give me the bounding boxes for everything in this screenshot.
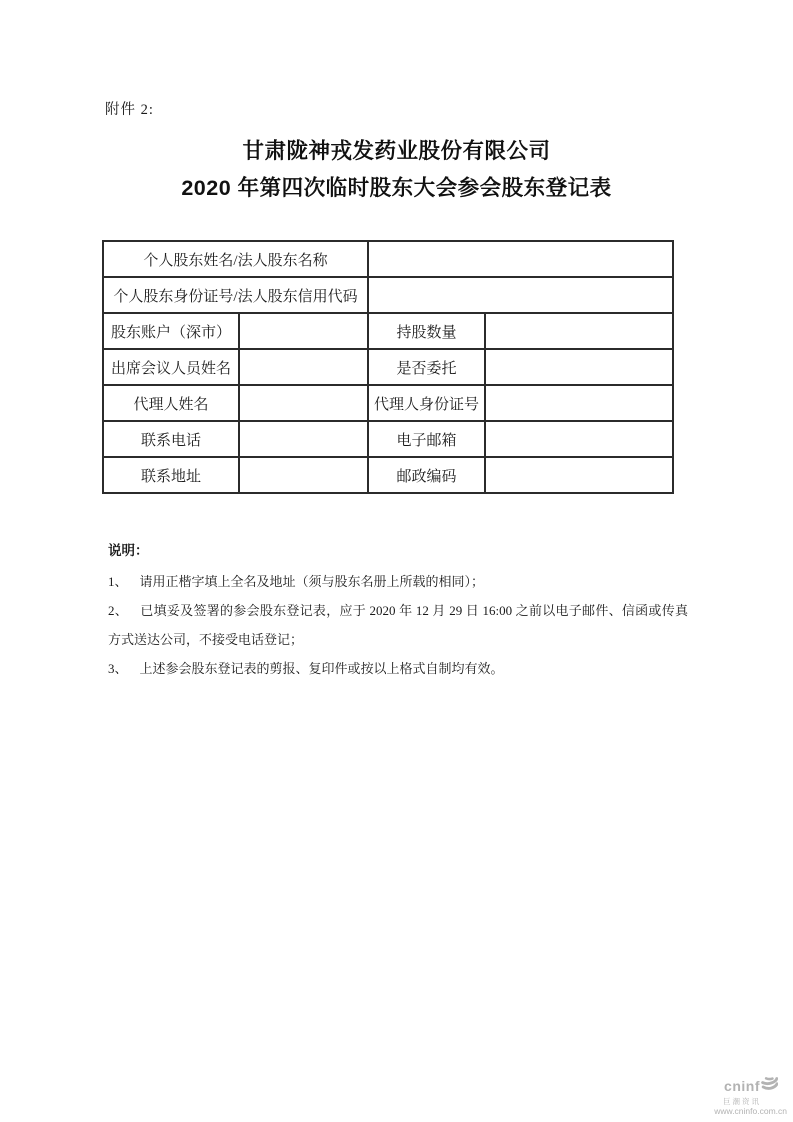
field-label-attendee-name: 出席会议人员姓名 xyxy=(103,349,239,385)
note-1-number: 1、 xyxy=(108,574,128,589)
note-3-number: 3、 xyxy=(108,661,128,676)
field-value-account xyxy=(239,313,368,349)
note-item-3 xyxy=(108,654,688,683)
field-value-shareholder-id xyxy=(368,277,673,313)
cninfo-url: www.cninfo.com.cn xyxy=(714,1105,787,1116)
field-label-proxy-id: 代理人身份证号 xyxy=(368,385,485,421)
field-label-shareholder-name: 个人股东姓名/法人股东名称 xyxy=(103,241,368,277)
field-label-shares-held: 持股数量 xyxy=(368,313,485,349)
field-value-postcode xyxy=(485,457,673,493)
note-3-text: 上述参会股东登记表的剪报、复印件或按以上格式自制均有效。 xyxy=(139,661,504,676)
note-item-1 xyxy=(108,567,688,596)
field-label-postcode: 邮政编码 xyxy=(368,457,485,493)
attachment-label: 附件 2: xyxy=(105,102,154,118)
field-value-attendee-name xyxy=(239,349,368,385)
note-1-text: 请用正楷字填上全名及地址（须与股东名册上所载的相同）； xyxy=(139,574,485,589)
field-value-proxy-id xyxy=(485,385,673,421)
field-value-email xyxy=(485,421,673,457)
field-label-is-proxy: 是否委托 xyxy=(368,349,485,385)
field-value-is-proxy xyxy=(485,349,673,385)
field-label-address: 联系地址 xyxy=(103,457,239,493)
registration-table xyxy=(102,240,674,494)
meeting-title: 2020 年第四次临时股东大会参会股东登记表 xyxy=(181,176,612,200)
cninfo-brand-row xyxy=(637,1076,787,1097)
field-label-phone: 联系电话 xyxy=(103,421,239,457)
table-row-account-shares xyxy=(103,313,673,349)
field-value-address xyxy=(239,457,368,493)
field-label-email: 电子邮箱 xyxy=(368,421,485,457)
table-row-phone-email xyxy=(103,421,673,457)
cninfo-swirl-icon xyxy=(761,1076,778,1097)
field-label-account: 股东账户（深市） xyxy=(103,313,239,349)
field-value-shares-held xyxy=(485,313,673,349)
field-value-phone xyxy=(239,421,368,457)
note-2-text: 已填妥及签署的参会股东登记表，应于 2020 年 12 月 29 日 16:00 之前以电子邮件、信函或传真方式送达公司，不接受电话登记； xyxy=(108,603,688,647)
field-value-shareholder-name xyxy=(368,241,673,277)
table-row-shareholder-id xyxy=(103,277,673,313)
table-row-attendee-proxy xyxy=(103,349,673,385)
note-item-2 xyxy=(108,596,688,654)
cninfo-watermark xyxy=(637,1076,787,1116)
note-2-number: 2、 xyxy=(108,603,129,618)
notes-section xyxy=(108,536,688,683)
cninfo-brand-text: cninf xyxy=(724,1077,760,1094)
company-title: 甘肃陇神戎发药业股份有限公司 xyxy=(242,139,551,163)
table-row-proxy-info xyxy=(103,385,673,421)
cninfo-brand-cn: 巨潮资讯 xyxy=(723,1096,761,1106)
field-label-proxy-name: 代理人姓名 xyxy=(103,385,239,421)
table-row-shareholder-name xyxy=(103,241,673,277)
table-row-address-postcode xyxy=(103,457,673,493)
field-label-shareholder-id: 个人股东身份证号/法人股东信用代码 xyxy=(103,277,368,313)
field-value-proxy-name xyxy=(239,385,368,421)
notes-heading: 说明： xyxy=(108,543,149,558)
